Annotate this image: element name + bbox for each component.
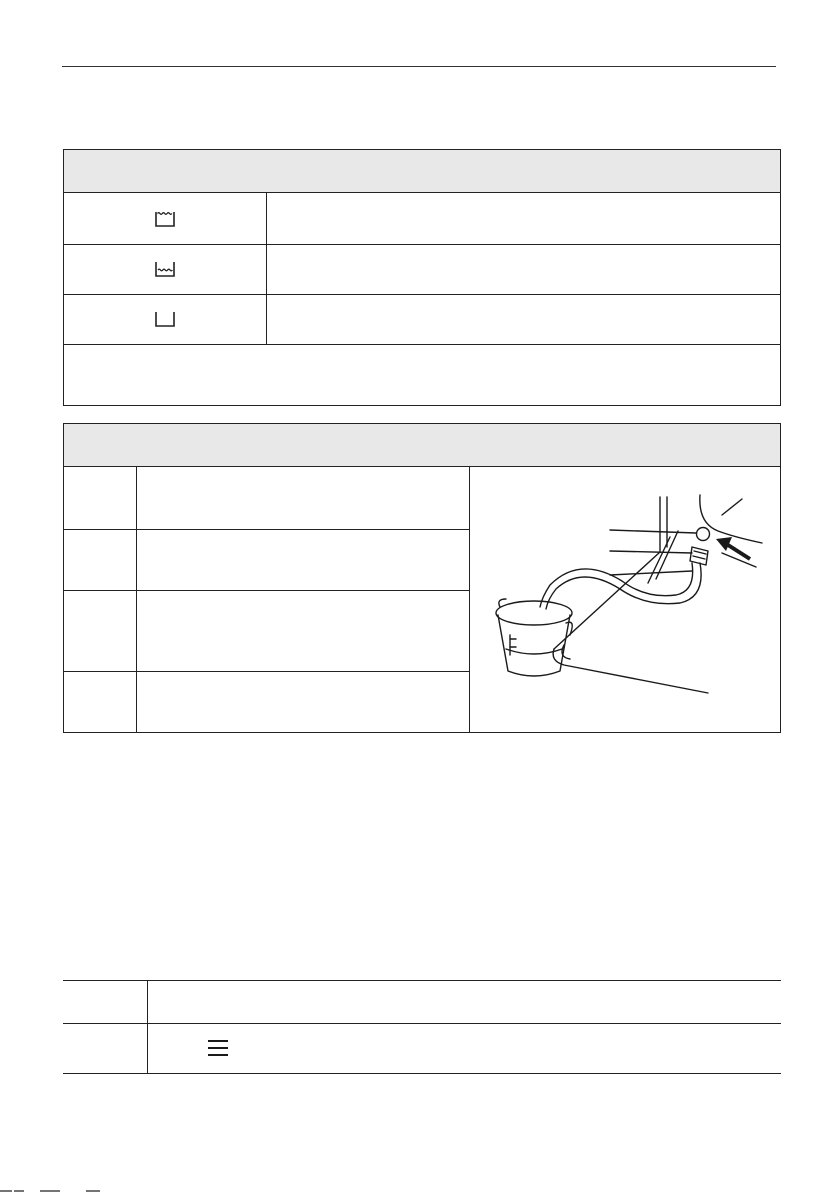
drain-steps-table-header	[64, 424, 780, 467]
table-row	[64, 467, 470, 529]
drain-hose-illustration-svg	[470, 467, 780, 732]
water-level-table	[63, 149, 781, 406]
table-row	[64, 590, 470, 671]
table-row	[64, 193, 780, 244]
tank-empty-icon	[64, 294, 266, 344]
step-text	[157, 980, 773, 1023]
step-text	[146, 529, 462, 590]
step-number	[64, 467, 136, 529]
menu-icon	[205, 1023, 231, 1073]
tank-half-icon	[64, 244, 266, 294]
tank-full-icon	[64, 193, 266, 244]
step-number	[64, 529, 136, 590]
table-row	[63, 980, 781, 1023]
tank-full-description	[274, 193, 770, 244]
table-row	[64, 244, 780, 294]
tank-half-description	[274, 244, 770, 294]
table-row	[64, 294, 780, 344]
water-level-note	[64, 344, 780, 405]
tank-empty-description	[274, 294, 770, 344]
step-number	[63, 1023, 147, 1073]
page-header-rule	[62, 66, 776, 67]
table-bottom-rule	[63, 1073, 781, 1074]
menu-steps-table	[63, 980, 781, 1074]
step-text	[146, 467, 462, 529]
water-level-table-header	[64, 150, 780, 193]
drain-hose-illustration	[470, 467, 780, 732]
step-number	[64, 671, 136, 732]
step-number	[64, 590, 136, 671]
step-text	[239, 1023, 773, 1073]
table-row	[64, 671, 470, 732]
page-footer-fragment	[0, 1187, 100, 1192]
step-text	[146, 671, 462, 732]
step-number	[63, 980, 147, 1023]
table-row	[63, 1023, 781, 1073]
table-row	[64, 529, 470, 590]
step-text	[146, 590, 462, 671]
drain-steps-table	[63, 423, 781, 733]
